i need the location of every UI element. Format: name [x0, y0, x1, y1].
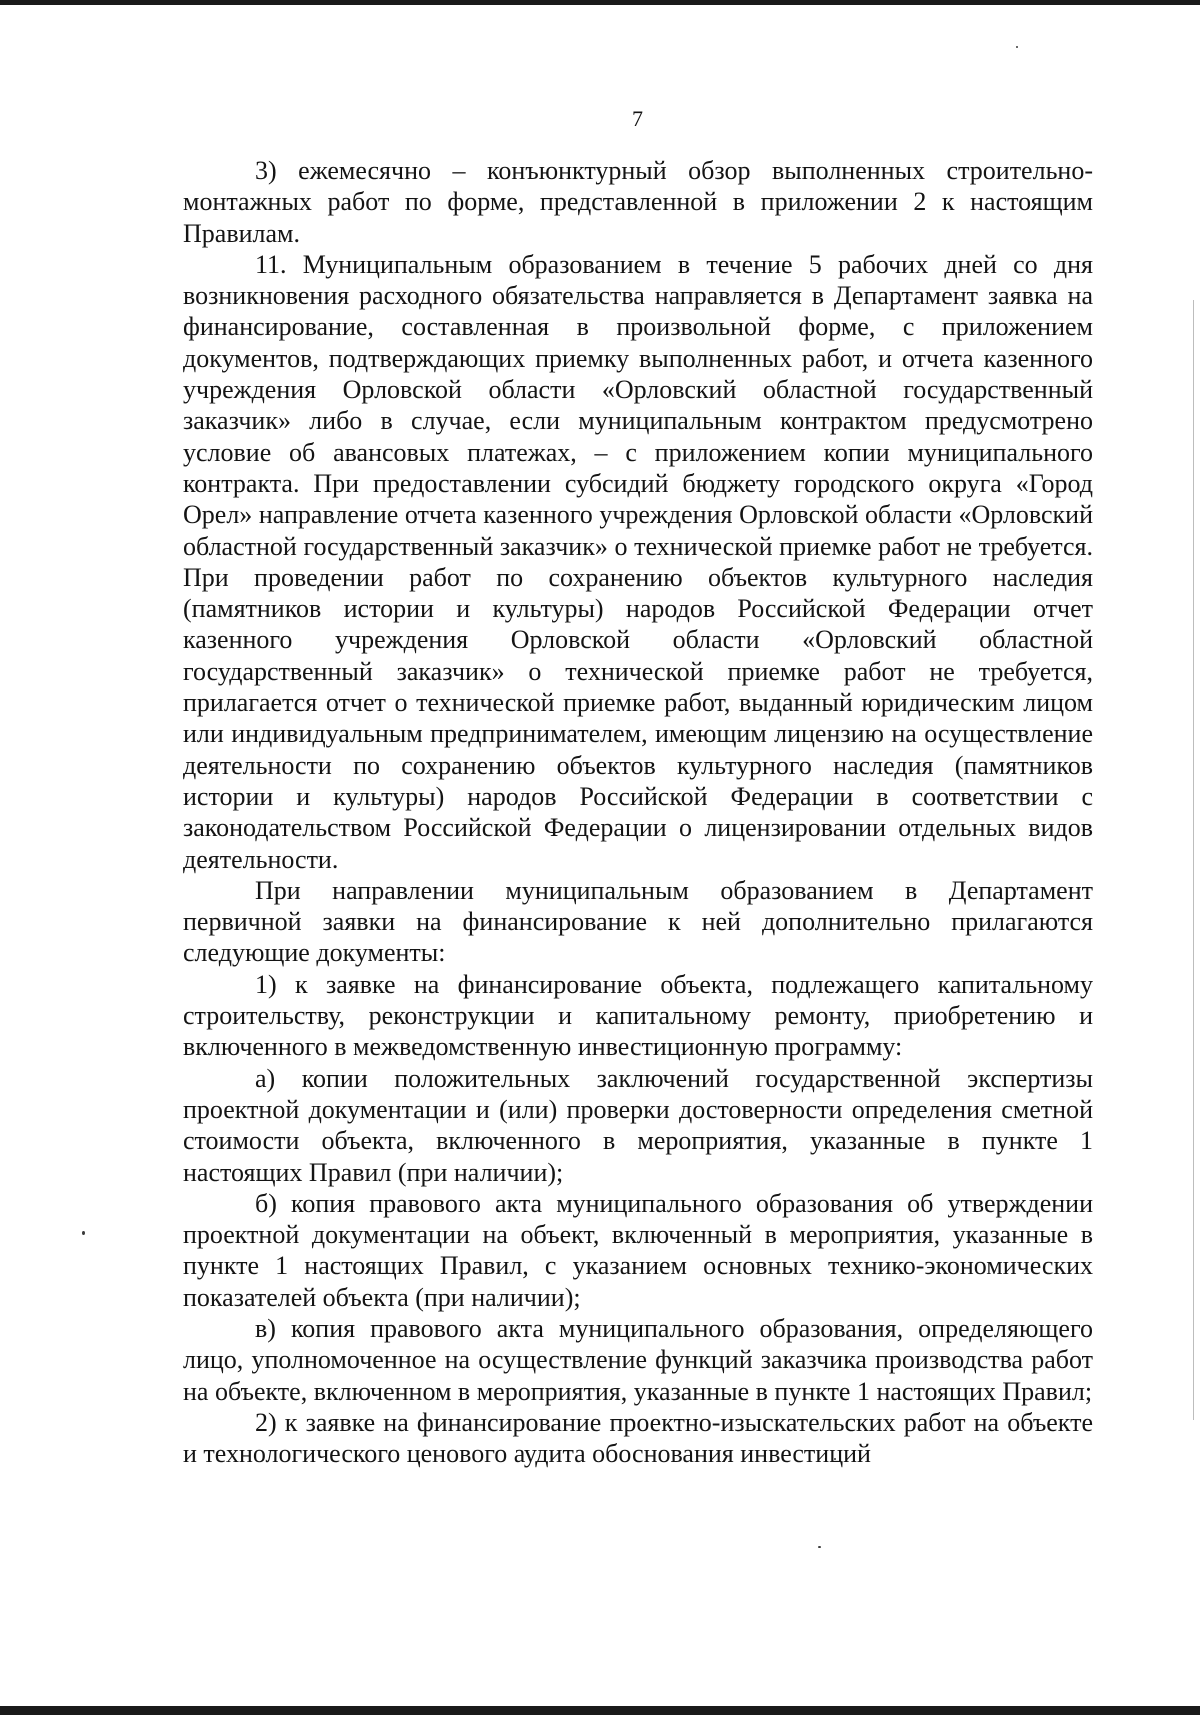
paragraph-subitem-1b: б) копия правового акта муниципального образования об утверждении проектной документации на объект, включенный в мероприятия, указанные в пункте 1 настоящих Правил, с указанием основных технико-экономических показателей объекта (при наличии);: [183, 1188, 1093, 1312]
paragraph-subitem-1: 1) к заявке на финансирование объекта, подлежащего капитальному строительству, реконструкции и капитальному ремонту, приобретению и включенного в межведомственную инвестиционную программу:: [183, 969, 1093, 1062]
scan-speck: [82, 1231, 85, 1235]
scan-speck: [1016, 46, 1018, 48]
document-body: [183, 155, 1093, 1469]
paragraph-primary-request: При направлении муниципальным образованием в Департамент первичной заявки на финансирование к ней дополнительно прилагаются следующие документы:: [183, 875, 1093, 968]
scan-edge-bottom: [0, 1706, 1200, 1715]
page-number: 7: [632, 106, 643, 131]
scan-speck: [818, 1546, 821, 1548]
scan-edge-right: [1193, 300, 1194, 1420]
paragraph-item-3-monthly-review: 3) ежемесячно – конъюнктурный обзор выполненных строительно-монтажных работ по форме, представленной в приложении 2 к настоящим Правилам.: [183, 156, 1093, 248]
scan-edge-top: [0, 0, 1200, 5]
paragraph-point-11: 11. Муниципальным образованием в течение 5 рабочих дней со дня возникновения расходного обязательства направляется в Департамент заявка на финансирование, составленная в произвольной форме, с приложением документов, подтверждающих приемку выполненных работ, и отчета казенного учреждения Орловской области «Орловский областной государственный заказчик» либо в случае, если муниципальным контрактом предусмотрено условие об авансовых платежах, – с приложением копии муниципального контракта. При предоставлении субсидий бюджету городского округа «Город Орел» направление отчета казенного учреждения Орловской области «Орловский областной государственный заказчик» о технической приемке работ не требуется. При проведении работ по сохранению объектов культурного наследия (памятников истории и культуры) народов Российской Федерации отчет казенного учреждения Орловской области «Орловский областной государственный заказчик» о технической приемке работ не требуется, прилагается отчет о технической приемке работ, выданный юридическим лицом или индивидуальным предпринимателем, имеющим лицензию на осуществление деятельности по сохранению объектов культурного наследия (памятников истории и культуры) народов Российской Федерации в соответствии с законодательством Российской Федерации о лицензировании отдельных видов деятельности.: [183, 249, 1093, 874]
paragraph-subitem-1v: в) копия правового акта муниципального образования, определяющего лицо, уполномоченное на осуществление функций заказчика производства работ на объекте, включенном в мероприятия, указанные в пункте 1 настоящих Правил;: [183, 1313, 1093, 1406]
paragraph-subitem-2: 2) к заявке на финансирование проектно-изыскательских работ на объекте и технологического ценового аудита обоснования инвестиций: [183, 1407, 1093, 1469]
paragraph-subitem-1a: а) копии положительных заключений государственной экспертизы проектной документации и (или) проверки достоверности определения сметной стоимости объекта, включенного в мероприятия, указанные в пункте 1 настоящих Правил (при наличии);: [183, 1063, 1093, 1187]
